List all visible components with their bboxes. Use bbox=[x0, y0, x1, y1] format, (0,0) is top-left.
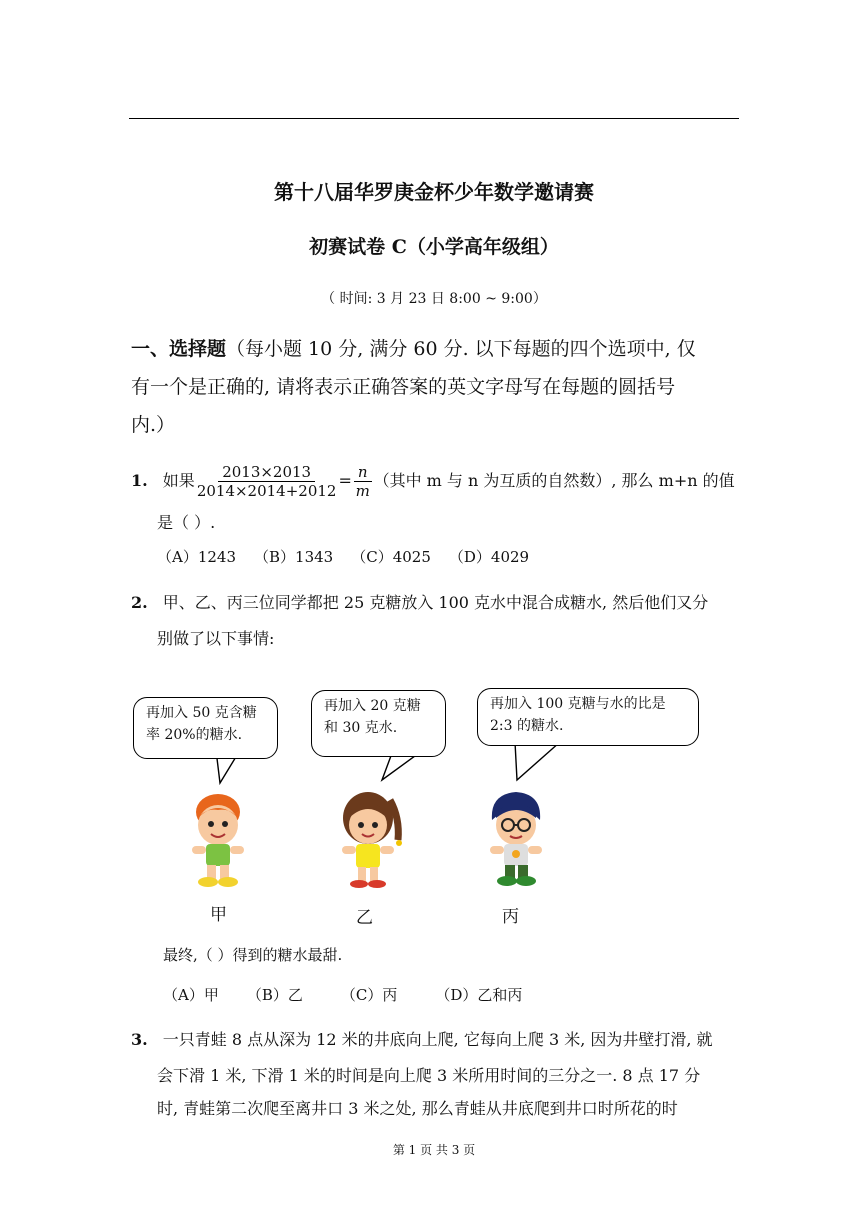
page-footer: 第 1 页 共 3 页 bbox=[392, 1143, 476, 1157]
bubble-jia-line-1: 再加入 50 克含糖 bbox=[146, 705, 257, 721]
q2-line-2: 别做了以下事情: bbox=[157, 629, 275, 648]
q3-line-3: 时, 青蛙第二次爬至离井口 3 米之处, 那么青蛙从井底爬到井口时所花的时 bbox=[157, 1099, 678, 1118]
q1-frac1-denominator: 2014×2014+2012 bbox=[196, 482, 337, 500]
q1-line-2: 是（ ）. bbox=[157, 513, 216, 532]
exam-time: （ 时间: 3 月 23 日 8:00 ~ 9:00） bbox=[321, 291, 547, 307]
q1-options bbox=[157, 541, 717, 573]
instructions-line-1: （每小题 10 分, 满分 60 分. 以下每题的四个选项中, 仅 bbox=[226, 338, 696, 360]
q1-frac2-denominator: m bbox=[355, 482, 370, 500]
boy-bing-illustration bbox=[478, 788, 558, 893]
header-rule bbox=[129, 118, 739, 119]
q2-option-a[interactable]: （A）甲 bbox=[163, 986, 219, 1004]
q2-option-d[interactable]: （D）乙和丙 bbox=[435, 986, 523, 1004]
label-bing: 丙 bbox=[502, 907, 519, 927]
q2-line-1: 甲、乙、丙三位同学都把 25 克糖放入 100 克水中混合成糖水, 然后他们又分 bbox=[162, 593, 709, 612]
q1-equals: = bbox=[338, 471, 352, 490]
q2-final: 最终,（ ）得到的糖水最甜. bbox=[163, 946, 343, 964]
girl-yi-illustration bbox=[330, 788, 415, 895]
question-3 bbox=[131, 1024, 743, 1056]
exam-title: 第十八届华罗庚金杯少年数学邀请赛 bbox=[274, 180, 594, 204]
q1-prefix: 如果 bbox=[162, 471, 195, 490]
q1-fraction-right bbox=[354, 463, 372, 500]
q2-option-c[interactable]: （C）丙 bbox=[340, 986, 398, 1004]
q1-option-d[interactable]: （D）4029 bbox=[448, 548, 530, 566]
boy-jia-illustration bbox=[180, 790, 260, 895]
section-1-instructions bbox=[131, 330, 741, 444]
question-2 bbox=[131, 587, 743, 619]
speech-bubble-yi bbox=[311, 690, 446, 757]
bubble-jia-line-2: 率 20%的糖水. bbox=[146, 727, 243, 743]
q1-option-c[interactable]: （C）4025 bbox=[351, 548, 431, 566]
q1-frac1-numerator: 2013×2013 bbox=[218, 463, 315, 482]
bubble-bing-line-1: 再加入 100 克糖与水的比是 bbox=[490, 696, 666, 712]
q1-suffix: （其中 m 与 n 为互质的自然数）, 那么 m+n 的值 bbox=[373, 471, 735, 490]
label-jia: 甲 bbox=[210, 905, 227, 925]
instructions-line-2: 有一个是正确的, 请将表示正确答案的英文字母写在每题的圆括号 bbox=[131, 376, 676, 398]
q2-options bbox=[163, 979, 723, 1011]
speech-bubble-bing bbox=[477, 688, 699, 746]
bubble-bing-line-2: 2:3 的糖水. bbox=[490, 718, 564, 734]
q3-line-1: 一只青蛙 8 点从深为 12 米的井底向上爬, 它每向上爬 3 米, 因为井壁打滑, 就 bbox=[162, 1030, 713, 1049]
bubble-tail-3 bbox=[515, 742, 560, 780]
q3-line-2: 会下滑 1 米, 下滑 1 米的时间是向上爬 3 米所用时间的三分之一. 8 点 17 分 bbox=[157, 1066, 701, 1085]
question-1-number: 1. bbox=[131, 471, 148, 490]
instructions-line-3: 内.） bbox=[131, 414, 176, 436]
q1-frac2-numerator: n bbox=[354, 463, 372, 482]
q1-fraction-left bbox=[197, 463, 337, 500]
question-3-number: 3. bbox=[131, 1030, 148, 1049]
q1-option-a[interactable]: （A）1243 bbox=[157, 548, 237, 566]
bubble-yi-line-2: 和 30 克水. bbox=[324, 720, 398, 736]
exam-subtitle: 初赛试卷 C（小学高年级组） bbox=[309, 236, 559, 258]
bubble-yi-line-1: 再加入 20 克糖 bbox=[324, 698, 421, 714]
q1-option-b[interactable]: （B）1343 bbox=[254, 548, 334, 566]
question-2-number: 2. bbox=[131, 593, 148, 612]
section-1-label: 一、选择题 bbox=[131, 338, 227, 360]
speech-bubble-jia bbox=[133, 697, 278, 759]
question-1 bbox=[131, 463, 743, 500]
q2-option-b[interactable]: （B）乙 bbox=[246, 986, 303, 1004]
label-yi: 乙 bbox=[356, 908, 373, 928]
